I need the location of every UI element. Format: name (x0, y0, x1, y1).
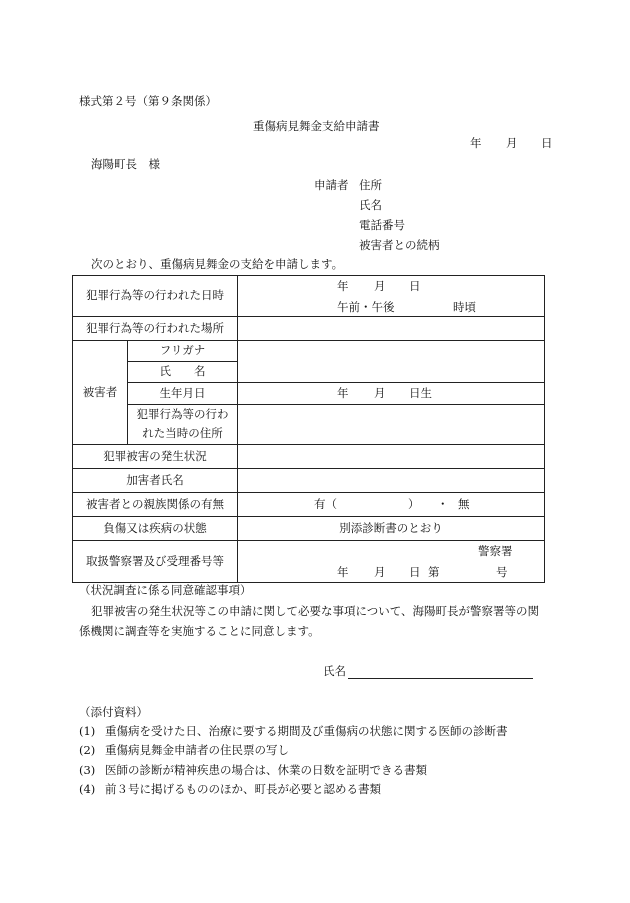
attachment-item (79, 726, 507, 738)
date-year-label: 年 (470, 136, 482, 150)
victim-address-field[interactable] (238, 405, 545, 445)
datetime-month: 月 (374, 279, 386, 293)
attachment-item (79, 784, 381, 796)
birth-month: 月 (374, 386, 386, 400)
row-kinship (73, 493, 545, 517)
birth-day-suffix: 日生 (409, 386, 432, 400)
attachment-num: (1) (79, 724, 96, 738)
birth-year: 年 (337, 386, 349, 400)
document-title: 重傷病見舞金支給申請書 (253, 119, 380, 133)
application-form-table (72, 275, 545, 583)
police-month: 月 (374, 565, 386, 579)
addressee: 海陽町長 様 (91, 157, 160, 171)
attachment-item (79, 745, 289, 757)
damage-label: 犯罪被害の発生状況 (73, 445, 238, 469)
kinship-close: ） (408, 497, 420, 511)
attachment-num: (4) (79, 782, 96, 796)
police-dai: 第 (428, 565, 440, 579)
row-injury (73, 517, 545, 541)
datetime-hour: 時頃 (453, 300, 476, 314)
attachments-heading: （添付資料） (79, 705, 148, 719)
row-damage (73, 445, 545, 469)
police-field[interactable] (238, 541, 545, 583)
attachment-item (79, 765, 427, 777)
attachment-text: 重傷病見舞金申請者の住民票の写し (104, 743, 289, 757)
row-place (73, 317, 545, 341)
consent-text-line2: 係機関に調査等を実施することに同意します。 (79, 624, 320, 638)
applicant-phone-label: 電話番号 (359, 218, 405, 232)
row-offender (73, 469, 545, 493)
form-number: 様式第２号（第９条関係） (79, 94, 217, 108)
attachment-text: 医師の診断が精神疾患の場合は、休業の日数を証明できる書類 (104, 763, 427, 777)
row-victim-address-1 (73, 405, 545, 425)
offender-field[interactable] (238, 469, 545, 493)
applicant-label: 申請者 (314, 178, 349, 192)
intro-statement: 次のとおり、重傷病見舞金の支給を申請します。 (91, 257, 344, 271)
signature-line[interactable] (348, 678, 533, 679)
injury-label: 負傷又は疾病の状態 (73, 517, 238, 541)
attachment-text: 重傷病を受けた日、治療に要する期間及び重傷病の状態に関する医師の診断書 (104, 724, 508, 738)
row-police (73, 541, 545, 583)
place-field[interactable] (238, 317, 545, 341)
datetime-ampm: 午前・午後 (337, 300, 395, 314)
furigana-label: フリガナ (128, 341, 238, 362)
police-go: 号 (496, 565, 508, 579)
offender-label: 加害者氏名 (73, 469, 238, 493)
date-day-label: 日 (541, 136, 553, 150)
police-year: 年 (337, 565, 349, 579)
injury-value: 別添診断書のとおり (238, 517, 545, 541)
datetime-day: 日 (409, 279, 421, 293)
row-datetime (73, 276, 545, 317)
attachment-num: (3) (79, 763, 96, 777)
row-birthdate (73, 383, 545, 405)
kinship-no: 無 (458, 497, 470, 511)
consent-text-line1: 犯罪被害の発生状況等この申請に関して必要な事項について、海陽町長が警察署等の関 (91, 604, 540, 618)
row-furigana (73, 341, 545, 362)
birthdate-label: 生年月日 (128, 383, 238, 405)
victim-name-label: 氏 名 (128, 362, 238, 383)
consent-heading: （状況調査に係る同意確認事項） (79, 583, 252, 597)
attachment-num: (2) (79, 743, 96, 757)
victim-address-label-2: れた当時の住所 (128, 425, 238, 445)
kinship-label: 被害者との親族関係の有無 (73, 493, 238, 517)
victim-label: 被害者 (73, 341, 128, 445)
victim-name-field[interactable] (238, 341, 545, 383)
kinship-field[interactable] (238, 493, 545, 517)
police-label: 取扱警察署及び受理番号等 (73, 541, 238, 583)
damage-field[interactable] (238, 445, 545, 469)
datetime-field[interactable] (238, 276, 545, 317)
signature-label: 氏名 (323, 664, 346, 678)
attachment-text: 前３号に掲げるもののほか、町長が必要と認める書類 (104, 782, 381, 796)
police-station: 警察署 (478, 544, 513, 558)
datetime-year: 年 (337, 279, 349, 293)
date-month-label: 月 (506, 136, 518, 150)
applicant-address-label: 住所 (359, 178, 382, 192)
place-label: 犯罪行為等の行われた場所 (73, 317, 238, 341)
police-day: 日 (409, 565, 421, 579)
datetime-label: 犯罪行為等の行われた日時 (73, 276, 238, 317)
kinship-dot: ・ (437, 497, 449, 511)
kinship-yes: 有（ (314, 497, 337, 511)
victim-address-label-1: 犯罪行為等の行わ (128, 405, 238, 425)
applicant-name-label: 氏名 (359, 198, 382, 212)
birthdate-field[interactable] (238, 383, 545, 405)
applicant-relation-label: 被害者との続柄 (359, 238, 440, 252)
